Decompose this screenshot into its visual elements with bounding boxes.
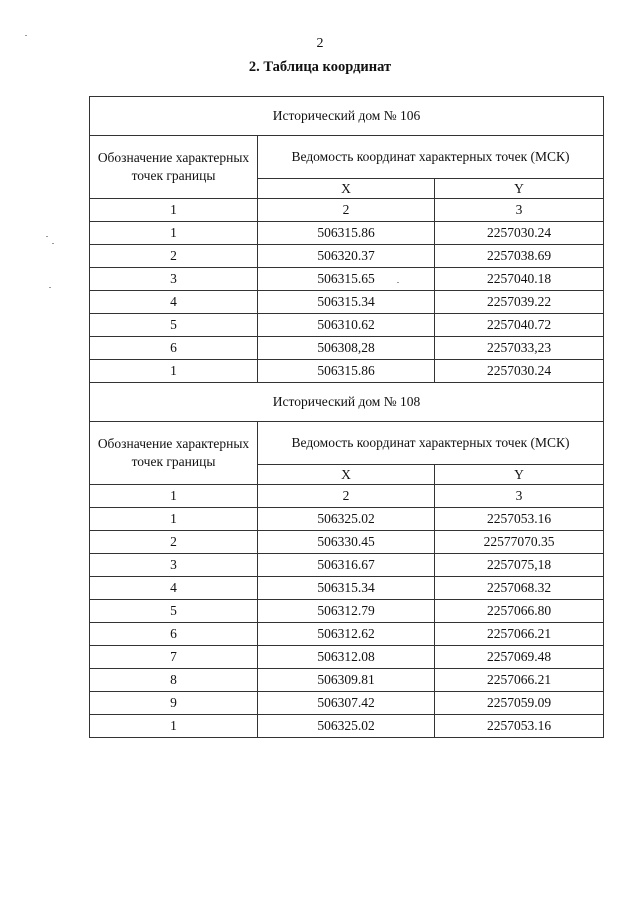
x-coordinate-cell: 506315.34 xyxy=(258,291,435,314)
scan-speck xyxy=(397,282,399,283)
point-id-cell: 2 xyxy=(90,531,258,554)
y-coordinate-cell: 2257030.24 xyxy=(435,360,604,383)
statement-header: Ведомость координат характерных точек (МСК) xyxy=(258,136,604,179)
point-id-cell: 1 xyxy=(90,360,258,383)
x-coordinate-cell: 506320.37 xyxy=(258,245,435,268)
y-coordinate-cell: 2257066.21 xyxy=(435,669,604,692)
y-coordinate-cell: 2257038.69 xyxy=(435,245,604,268)
y-coordinate-cell: 2257040.18 xyxy=(435,268,604,291)
y-coordinate-cell: 2257066.21 xyxy=(435,623,604,646)
table-row xyxy=(90,715,604,738)
page-number: 2 xyxy=(316,36,324,51)
x-coordinate-cell: 506315.86 xyxy=(258,360,435,383)
x-coordinate-cell: 506325.02 xyxy=(258,715,435,738)
section-title: Исторический дом № 108 xyxy=(90,383,604,422)
x-coordinate-cell: 506312.08 xyxy=(258,646,435,669)
document-title: 2. Таблица координат xyxy=(248,59,392,75)
point-id-cell: 2 xyxy=(90,245,258,268)
x-coordinate-cell: 506307.42 xyxy=(258,692,435,715)
point-id-cell: 8 xyxy=(90,669,258,692)
scan-speck xyxy=(46,236,48,237)
point-id-cell: 1 xyxy=(90,715,258,738)
point-id-cell: 1 xyxy=(90,508,258,531)
x-coordinate-cell: 506315.86 xyxy=(258,222,435,245)
point-id-cell: 9 xyxy=(90,692,258,715)
x-coordinate-cell: 506330.45 xyxy=(258,531,435,554)
section-header-row xyxy=(90,383,604,422)
table-row xyxy=(90,337,604,360)
y-coordinate-cell: 2257030.24 xyxy=(435,222,604,245)
numbering-row xyxy=(90,199,604,222)
y-coordinate-cell: 2257059.09 xyxy=(435,692,604,715)
table-row xyxy=(90,360,604,383)
table-row xyxy=(90,268,604,291)
point-id-cell: 6 xyxy=(90,337,258,360)
column-header-row xyxy=(90,422,604,465)
designation-header: Обозначение характерных точек границы xyxy=(90,136,258,199)
column-number: 2 xyxy=(258,199,435,222)
x-coordinate-cell: 506312.79 xyxy=(258,600,435,623)
x-coordinate-cell: 506312.62 xyxy=(258,623,435,646)
point-id-cell: 6 xyxy=(90,623,258,646)
table-row xyxy=(90,669,604,692)
y-coordinate-cell: 2257075,18 xyxy=(435,554,604,577)
y-coordinate-cell: 2257069.48 xyxy=(435,646,604,669)
x-coordinate-cell: 506308,28 xyxy=(258,337,435,360)
y-header: Y xyxy=(435,179,604,199)
section-title: Исторический дом № 106 xyxy=(90,97,604,136)
x-coordinate-cell: 506325.02 xyxy=(258,508,435,531)
y-coordinate-cell: 2257039.22 xyxy=(435,291,604,314)
column-header-row xyxy=(90,136,604,179)
table-row xyxy=(90,692,604,715)
table-row xyxy=(90,554,604,577)
point-id-cell: 3 xyxy=(90,268,258,291)
table-row xyxy=(90,600,604,623)
y-coordinate-cell: 2257040.72 xyxy=(435,314,604,337)
column-number: 3 xyxy=(435,199,604,222)
y-coordinate-cell: 2257053.16 xyxy=(435,508,604,531)
numbering-row xyxy=(90,485,604,508)
table-row xyxy=(90,531,604,554)
y-header: Y xyxy=(435,465,604,485)
x-coordinate-cell: 506309.81 xyxy=(258,669,435,692)
point-id-cell: 7 xyxy=(90,646,258,669)
table-row xyxy=(90,245,604,268)
statement-header: Ведомость координат характерных точек (МСК) xyxy=(258,422,604,465)
point-id-cell: 3 xyxy=(90,554,258,577)
x-header: X xyxy=(258,465,435,485)
scan-speck xyxy=(49,287,51,288)
table-row xyxy=(90,222,604,245)
section-header-row xyxy=(90,97,604,136)
point-id-cell: 1 xyxy=(90,222,258,245)
point-id-cell: 5 xyxy=(90,600,258,623)
designation-header: Обозначение характерных точек границы xyxy=(90,422,258,485)
column-number: 3 xyxy=(435,485,604,508)
y-coordinate-cell: 22577070.35 xyxy=(435,531,604,554)
y-coordinate-cell: 2257068.32 xyxy=(435,577,604,600)
y-coordinate-cell: 2257033,23 xyxy=(435,337,604,360)
table-row xyxy=(90,577,604,600)
table-row xyxy=(90,646,604,669)
point-id-cell: 4 xyxy=(90,291,258,314)
table-row xyxy=(90,508,604,531)
y-coordinate-cell: 2257053.16 xyxy=(435,715,604,738)
scan-speck xyxy=(25,35,27,36)
table-row xyxy=(90,314,604,337)
point-id-cell: 5 xyxy=(90,314,258,337)
coordinates-table-body xyxy=(90,97,604,738)
coordinates-table xyxy=(89,96,604,738)
x-coordinate-cell: 506315.65 xyxy=(258,268,435,291)
x-coordinate-cell: 506310.62 xyxy=(258,314,435,337)
x-header: X xyxy=(258,179,435,199)
x-coordinate-cell: 506315.34 xyxy=(258,577,435,600)
y-coordinate-cell: 2257066.80 xyxy=(435,600,604,623)
table-row xyxy=(90,623,604,646)
scan-speck xyxy=(52,243,54,244)
column-number: 2 xyxy=(258,485,435,508)
table-row xyxy=(90,291,604,314)
x-coordinate-cell: 506316.67 xyxy=(258,554,435,577)
point-id-cell: 4 xyxy=(90,577,258,600)
column-number: 1 xyxy=(90,485,258,508)
column-number: 1 xyxy=(90,199,258,222)
